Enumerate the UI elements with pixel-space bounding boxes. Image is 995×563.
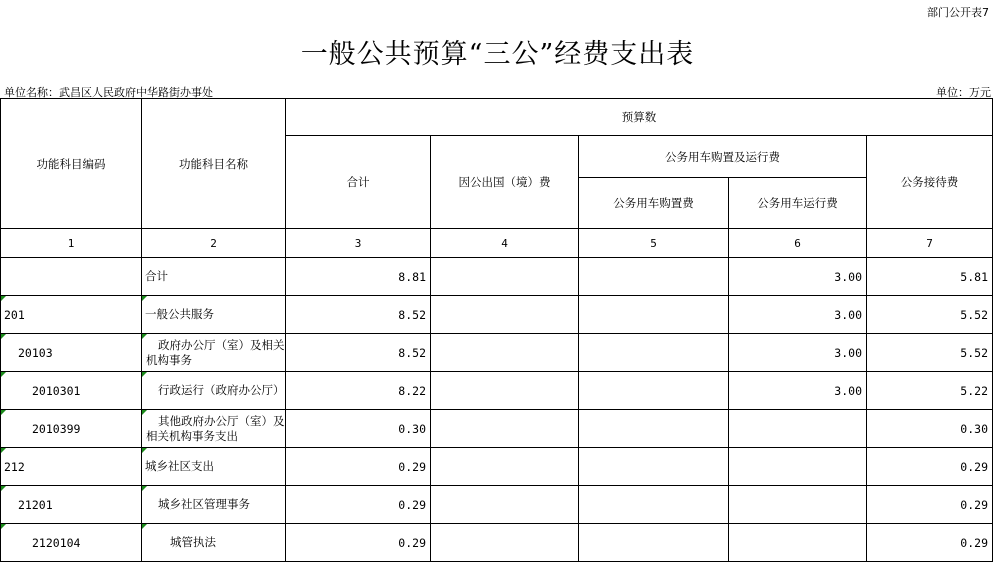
vehicle-run-cell (729, 296, 867, 334)
function-name-cell-text: 城管执法 (170, 535, 216, 549)
total-cell (286, 372, 431, 410)
function-name-cell (142, 258, 286, 296)
function-name-cell-text: 政府办公厅（室）及相关机构事务 (146, 337, 285, 367)
function-code-cell (1, 258, 142, 296)
table-row (1, 524, 993, 562)
total-cell (286, 524, 431, 562)
unit-name: 单位名称：武昌区人民政府中华路街办事处 (4, 86, 213, 99)
vehicle-purchase-cell (579, 334, 729, 372)
cell-marker-icon (142, 372, 147, 377)
page-title: 一般公共预算“三公”经费支出表 (300, 39, 695, 70)
cell-marker-icon (1, 334, 6, 339)
vehicle-run-cell (729, 486, 867, 524)
unit-of-measure: 单位：万元 (936, 86, 991, 99)
reception-cell (867, 334, 993, 372)
cell-marker-icon (142, 410, 147, 415)
column-index: 7 (867, 229, 993, 258)
expense-table (0, 98, 993, 562)
vehicle-purchase-cell (579, 410, 729, 448)
abroad-cell (431, 334, 579, 372)
function-name-cell (142, 410, 286, 448)
header-reception: 公务接待费 (867, 136, 993, 229)
total-cell (286, 258, 431, 296)
header-vehicle-run: 公务用车运行费 (729, 178, 867, 229)
table-row (1, 334, 993, 372)
reception-cell-text: 5.81 (960, 269, 988, 284)
header-abroad: 因公出国（境）费 (431, 136, 579, 229)
cell-marker-icon (1, 448, 6, 453)
function-code-cell-text: 212 (4, 459, 25, 474)
reception-cell-text: 0.29 (960, 459, 988, 474)
function-name-cell-text: 一般公共服务 (145, 307, 214, 321)
vehicle-run-cell-text: 3.00 (834, 307, 862, 322)
function-code-cell (1, 410, 142, 448)
abroad-cell (431, 372, 579, 410)
reception-cell (867, 372, 993, 410)
table-number-label: 部门公开表7 (927, 6, 989, 19)
vehicle-purchase-cell (579, 486, 729, 524)
cell-marker-icon (142, 296, 147, 301)
reception-cell-text: 0.29 (960, 535, 988, 550)
reception-cell-text: 0.30 (960, 421, 988, 436)
total-cell-text: 8.52 (398, 307, 426, 322)
function-code-cell-text: 2010399 (32, 421, 81, 436)
header-name: 功能科目名称 (142, 99, 286, 229)
function-name-cell (142, 334, 286, 372)
column-index: 4 (431, 229, 579, 258)
abroad-cell (431, 410, 579, 448)
column-index: 1 (1, 229, 142, 258)
function-name-cell (142, 296, 286, 334)
table-row (1, 258, 993, 296)
function-name-cell (142, 524, 286, 562)
total-cell (286, 486, 431, 524)
vehicle-run-cell-text: 3.00 (834, 269, 862, 284)
reception-cell-text: 5.52 (960, 345, 988, 360)
vehicle-run-cell (729, 372, 867, 410)
column-index: 6 (729, 229, 867, 258)
vehicle-run-cell-text: 3.00 (834, 383, 862, 398)
reception-cell-text: 5.22 (960, 383, 988, 398)
table-row (1, 448, 993, 486)
function-name-cell (142, 448, 286, 486)
table-row (1, 296, 993, 334)
vehicle-purchase-cell (579, 258, 729, 296)
function-name-cell-text: 城乡社区支出 (145, 459, 214, 473)
cell-marker-icon (1, 410, 6, 415)
cell-marker-icon (142, 448, 147, 453)
function-code-cell (1, 524, 142, 562)
vehicle-run-cell-text: 3.00 (834, 345, 862, 360)
total-cell-text: 0.30 (398, 421, 426, 436)
function-code-cell-text: 21201 (18, 497, 53, 512)
header-budget: 预算数 (286, 99, 993, 136)
column-index: 3 (286, 229, 431, 258)
total-cell-text: 8.52 (398, 345, 426, 360)
total-cell-text: 0.29 (398, 459, 426, 474)
cell-marker-icon (1, 486, 6, 491)
vehicle-purchase-cell (579, 296, 729, 334)
function-code-cell (1, 486, 142, 524)
column-index-row (1, 229, 993, 258)
function-code-cell-text: 2120104 (32, 535, 81, 550)
reception-cell-text: 5.52 (960, 307, 988, 322)
vehicle-purchase-cell (579, 524, 729, 562)
total-cell (286, 448, 431, 486)
total-cell-text: 0.29 (398, 535, 426, 550)
function-name-cell-text: 城乡社区管理事务 (158, 497, 250, 511)
total-cell (286, 410, 431, 448)
vehicle-run-cell (729, 524, 867, 562)
vehicle-run-cell (729, 258, 867, 296)
cell-marker-icon (142, 524, 147, 529)
function-code-cell (1, 448, 142, 486)
abroad-cell (431, 486, 579, 524)
function-name-cell (142, 486, 286, 524)
cell-marker-icon (1, 372, 6, 377)
function-code-cell (1, 296, 142, 334)
header-total: 合计 (286, 136, 431, 229)
total-cell-text: 8.81 (398, 269, 426, 284)
cell-marker-icon (142, 334, 147, 339)
vehicle-purchase-cell (579, 448, 729, 486)
abroad-cell (431, 296, 579, 334)
function-name-cell (142, 372, 286, 410)
abroad-cell (431, 258, 579, 296)
header-row-1 (1, 99, 993, 136)
vehicle-run-cell (729, 410, 867, 448)
cell-marker-icon (1, 524, 6, 529)
header-vehicle-purchase: 公务用车购置费 (579, 178, 729, 229)
function-name-cell-text: 行政运行（政府办公厅） (158, 383, 285, 397)
total-cell (286, 296, 431, 334)
reception-cell (867, 410, 993, 448)
total-cell (286, 334, 431, 372)
header-vehicle: 公务用车购置及运行费 (579, 136, 867, 178)
cell-marker-icon (142, 486, 147, 491)
function-code-cell (1, 334, 142, 372)
function-name-cell-text: 合计 (145, 269, 168, 283)
abroad-cell (431, 524, 579, 562)
vehicle-purchase-cell (579, 372, 729, 410)
reception-cell (867, 258, 993, 296)
function-code-cell-text: 20103 (18, 345, 53, 360)
total-cell-text: 8.22 (398, 383, 426, 398)
reception-cell-text: 0.29 (960, 497, 988, 512)
reception-cell (867, 296, 993, 334)
reception-cell (867, 524, 993, 562)
header-code: 功能科目编码 (1, 99, 142, 229)
table-row (1, 410, 993, 448)
column-index: 2 (142, 229, 286, 258)
column-index: 5 (579, 229, 729, 258)
function-code-cell-text: 2010301 (32, 383, 81, 398)
reception-cell (867, 448, 993, 486)
table-row (1, 372, 993, 410)
table-row (1, 486, 993, 524)
cell-marker-icon (1, 296, 6, 301)
vehicle-run-cell (729, 334, 867, 372)
function-name-cell-text: 其他政府办公厅（室）及相关机构事务支出 (146, 413, 285, 443)
vehicle-run-cell (729, 448, 867, 486)
total-cell-text: 0.29 (398, 497, 426, 512)
function-code-cell-text: 201 (4, 307, 25, 322)
function-code-cell (1, 372, 142, 410)
abroad-cell (431, 448, 579, 486)
reception-cell (867, 486, 993, 524)
